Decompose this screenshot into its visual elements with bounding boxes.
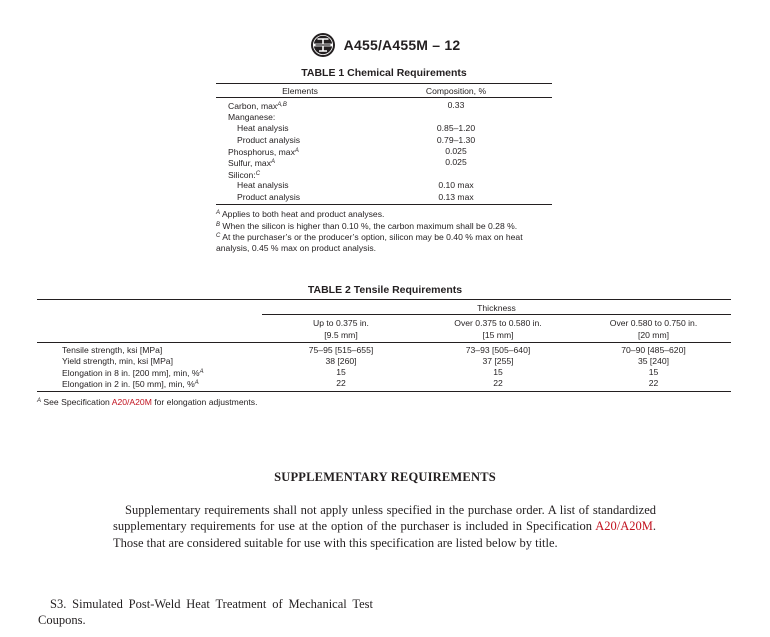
table1-row-value: 0.13 max: [438, 192, 474, 202]
table2-col-header-sub: [20 mm]: [637, 330, 670, 340]
table2-thickness-header: Thickness: [477, 303, 516, 313]
table2-row-label: Elongation in 2 in. [50 mm], min, %$^A$: [62, 379, 199, 389]
table2-row-label: Yield strength, min, ksi [MPa]: [62, 356, 173, 366]
table2-cell: 35 [240]: [637, 356, 670, 366]
table2-col-header: Up to 0.375 in.: [313, 318, 369, 328]
table1-title: TABLE 1 Chemical Requirements: [301, 67, 467, 79]
table1-row-label: Sulfur, $\max^A$: [228, 158, 276, 168]
table2-cell: 73–93 [505–640]: [465, 345, 531, 355]
table1-row-label: Heat analysis: [237, 180, 289, 190]
table2-cell: 75–95 [515–655]: [308, 345, 374, 355]
astm-logo-icon: [310, 32, 336, 58]
table2-thickness-rule: [262, 314, 731, 315]
table2-cell: 22: [648, 378, 659, 388]
table2-cell: 22: [493, 378, 503, 388]
table1-row-value: 0.79–1.30: [436, 135, 476, 145]
table2-cell: 15: [648, 367, 659, 377]
document-id: A455/A455M – 12: [343, 37, 461, 53]
spec-a20-link[interactable]: A20/A20M: [111, 397, 152, 407]
table1-header-rule: [216, 97, 552, 98]
table1-bottom-rule: [216, 204, 552, 205]
table1-row-label: Carbon, $\max^{A,B}$: [228, 101, 287, 111]
table1-row-value: 0.025: [445, 146, 467, 156]
table1-row-label: Product analysis: [237, 192, 301, 202]
table2-cell: 15: [493, 367, 503, 377]
table2-cell: 38 [260]: [325, 356, 357, 366]
table1-col-elements: Elements: [282, 86, 318, 96]
table1-row-value: 0.10 max: [438, 180, 474, 190]
table2-row-label: Elongation in 8 in. [200 mm], min, %$^A$: [62, 368, 204, 378]
table2-col-header: Over 0.375 to 0.580 in.: [454, 318, 542, 328]
table2-footnote: $^A$ See Specification A20/A20M for elongation adjustments.: [37, 397, 258, 407]
table2-header-rule: [37, 342, 731, 343]
table2-bottom-rule: [37, 391, 731, 392]
table2-title: TABLE 2 Tensile Requirements: [307, 284, 463, 296]
table1-footnote: $^C$ At the purchaser’s or the producer’s option, silicon may be 0.40 % max on heat analysis, 0.45 % max on product analysis.: [216, 232, 523, 254]
table1-row-label: Heat analysis: [237, 123, 289, 133]
table1-top-rule: [216, 83, 552, 84]
table1-row-label: Manganese:: [228, 112, 276, 122]
supplementary-item-s3: S3. Simulated Post-Weld Heat Treatment of Mechanical Test Coupons.: [38, 597, 373, 628]
table2-cell: 37 [255]: [482, 356, 514, 366]
spec-a20-link[interactable]: A20/A20M: [595, 519, 653, 534]
table2-col-header-sub: [9.5 mm]: [324, 330, 358, 340]
table2-top-rule: [37, 299, 731, 300]
table2-cell: 70–90 [485–620]: [621, 345, 686, 355]
table1-footnote: $^B$ When the silicon is higher than 0.10 %, the carbon maximum shall be 0.28 %.: [216, 220, 518, 231]
table1-row-value: 0.85–1.20: [436, 123, 476, 133]
table1-row-label: Product analysis: [237, 135, 301, 145]
table1-row-value: 0.025: [445, 157, 467, 167]
supplementary-paragraph: Supplementary requirements shall not apply unless specified in the purchase order. A list of standardized supplementary requirements for use at the option of the purchaser is included in Specification A20/A20M. Those that are considered suitable for use with this specification are listed below by title.: [113, 503, 656, 550]
table1-row-label: Silicon:$^C$: [228, 170, 261, 180]
supplementary-heading: SUPPLEMENTARY REQUIREMENTS: [274, 470, 496, 484]
table1-col-composition: Composition, %: [425, 86, 487, 96]
table2-cell: 22: [336, 378, 346, 388]
table1-footnote: $^A$ Applies to both heat and product analyses.: [216, 209, 385, 219]
document-header: [0, 34, 770, 56]
table2-cell: 15: [336, 367, 346, 377]
table1-row-label: Phosphorus, $\max^A$: [228, 147, 299, 157]
table2-col-header: Over 0.580 to 0.750 in.: [609, 318, 698, 328]
table1-row-value: 0.33: [447, 100, 465, 110]
table2-row-label: Tensile strength, ksi [MPa]: [62, 345, 163, 355]
table2-col-header-sub: [15 mm]: [482, 330, 514, 340]
